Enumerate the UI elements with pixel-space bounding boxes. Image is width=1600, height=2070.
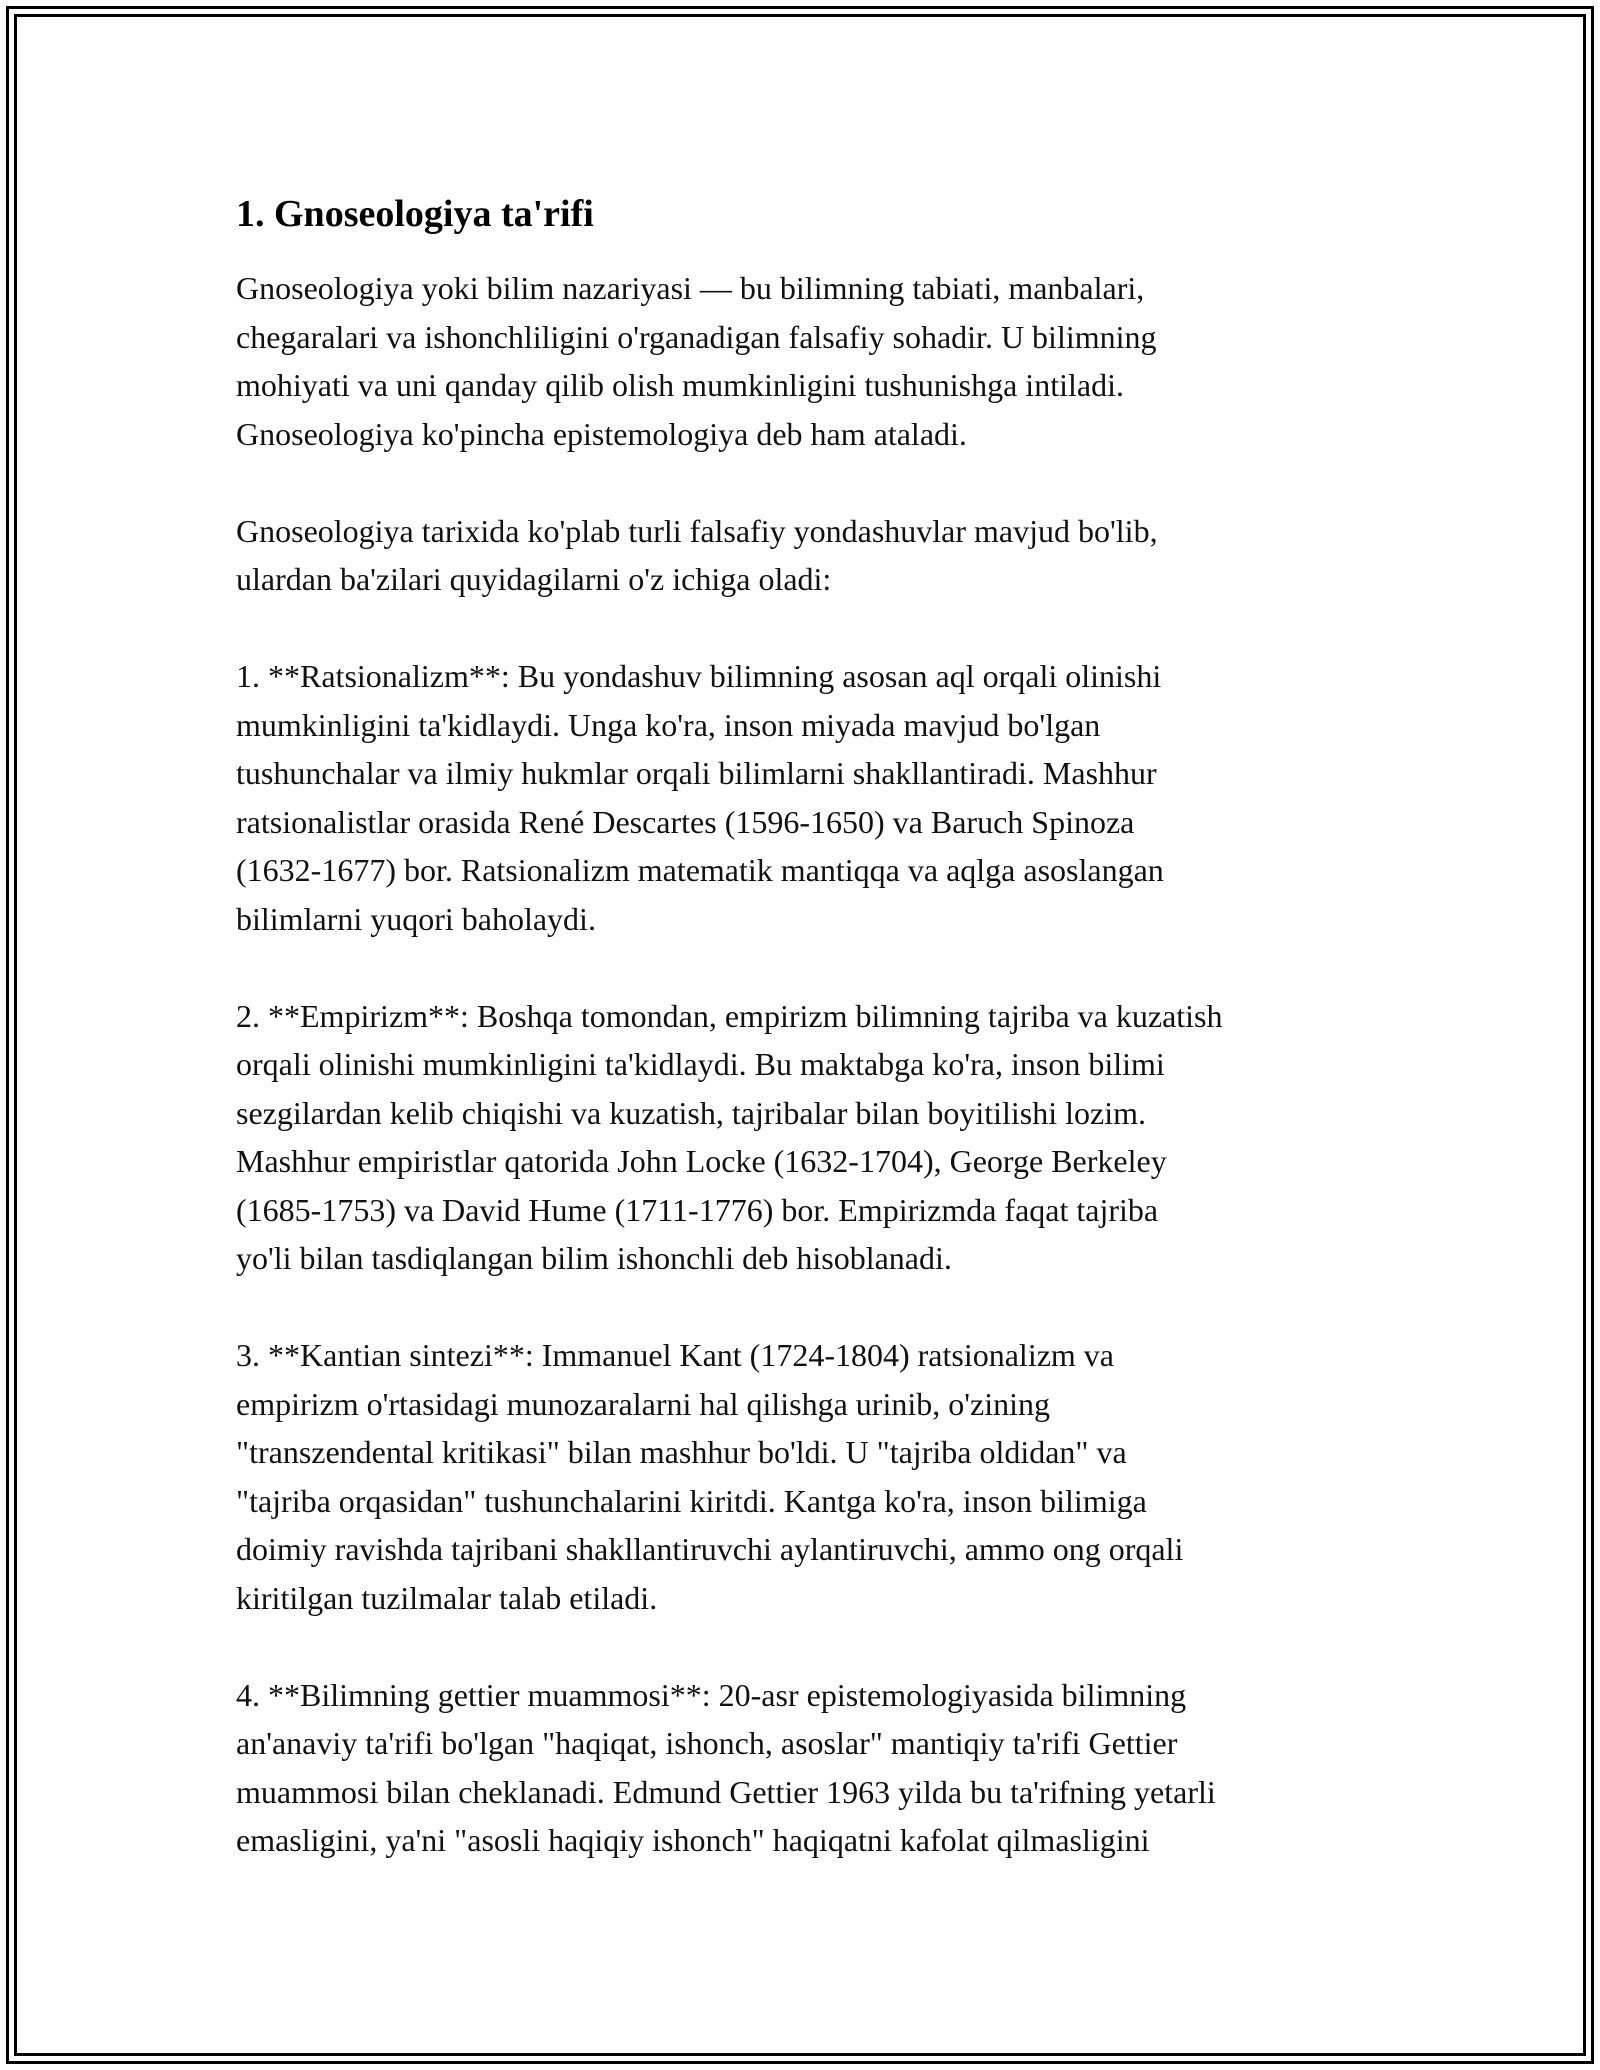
text-line: (1632-1677) bor. Ratsionalizm matematik mantiqqa va aqlga asoslangan	[236, 852, 1164, 888]
text-line: Gnoseologiya tarixida ko'plab turli falsafiy yondashuvlar mavjud bo'lib,	[236, 512, 1158, 549]
text-line: bilimlarni yuqori baholaydi.	[236, 900, 596, 937]
text-line: mohiyati va uni qanday qilib olish mumkinligini tushunishga intiladi.	[236, 367, 1124, 403]
text-line: chegaralari va ishonchliligini o'rganadigan falsafiy sohadir. U bilimning	[236, 318, 1157, 355]
text-line: "tajriba orqasidan" tushunchalarini kiritdi. Kantga ko'ra, inson bilimiga	[236, 1482, 1147, 1519]
paragraph-definition	[236, 264, 1386, 458]
text-line: ulardan ba'zilari quyidagilarni o'z ichiga oladi:	[236, 561, 832, 597]
text-line: Gnoseologiya yoki bilim nazariyasi — bu bilimning tabiati, manbalari,	[236, 270, 1145, 306]
text-line: mumkinligini ta'kidlaydi. Unga ko'ra, inson miyada mavjud bo'lgan	[236, 706, 1101, 743]
text-line: muammosi bilan cheklanadi. Edmund Gettier 1963 yilda bu ta'rifning yetarli	[236, 1773, 1216, 1810]
text-line: ratsionalistlar orasida René Descartes (1596-1650) va Baruch Spinoza	[236, 803, 1135, 840]
section-heading: 1. Gnoseologiya ta'rifi	[236, 193, 594, 235]
text-line: tushunchalar va ilmiy hukmlar orqali bilimlarni shakllantiradi. Mashhur	[236, 755, 1157, 791]
text-line: Mashhur empiristlar qatorida John Locke (1632-1704), George Berkeley	[236, 1143, 1167, 1179]
text-line: "transzendental kritikasi" bilan mashhur bo'ldi. U "tajriba oldidan" va	[236, 1434, 1127, 1470]
text-line: 1. **Ratsionalizm**: Bu yondashuv bilimning asosan aql orqali olinishi	[236, 658, 1162, 694]
text-line: orqali olinishi mumkinligini ta'kidlaydi. Bu maktabga ko'ra, inson bilimi	[236, 1046, 1165, 1082]
text-line: empirizm o'rtasidagi munozaralarni hal qilishga urinib, o'zining	[236, 1385, 1050, 1422]
text-line: Gnoseologiya ko'pincha epistemologiya deb ham ataladi.	[236, 415, 967, 452]
text-line: yo'li bilan tasdiqlangan bilim ishonchli deb hisoblanadi.	[236, 1240, 952, 1276]
text-line: an'anaviy ta'rifi bo'lgan "haqiqat, ishonch, asoslar" mantiqiy ta'rifi Gettier	[236, 1725, 1178, 1761]
paragraph-rationalism	[236, 652, 1386, 943]
text-line: kiritilgan tuzilmalar talab etiladi.	[236, 1579, 658, 1616]
paragraph-approaches-intro	[236, 507, 1386, 604]
text-line: 2. **Empirizm**: Boshqa tomondan, empirizm bilimning tajriba va kuzatish	[236, 997, 1223, 1034]
text-line: emasligini, ya'ni "asosli haqiqiy ishonch" haqiqatni kafolat qilmasligini	[236, 1822, 1150, 1858]
text-line: 4. **Bilimning gettier muammosi**: 20-asr epistemologiyasida bilimning	[236, 1676, 1187, 1713]
paragraph-gettier-problem	[236, 1671, 1386, 1865]
document-body	[236, 186, 1386, 1865]
paragraph-kantian-synthesis	[236, 1331, 1386, 1622]
text-line: (1685-1753) va David Hume (1711-1776) bor. Empirizmda faqat tajriba	[236, 1191, 1159, 1228]
text-line: sezgilardan kelib chiqishi va kuzatish, tajribalar bilan boyitilishi lozim.	[236, 1094, 1146, 1131]
paragraph-empiricism	[236, 992, 1386, 1283]
text-line: doimiy ravishda tajribani shakllantiruvchi aylantiruvchi, ammo ong orqali	[236, 1531, 1184, 1567]
text-line: 3. **Kantian sintezi**: Immanuel Kant (1724-1804) ratsionalizm va	[236, 1337, 1114, 1373]
